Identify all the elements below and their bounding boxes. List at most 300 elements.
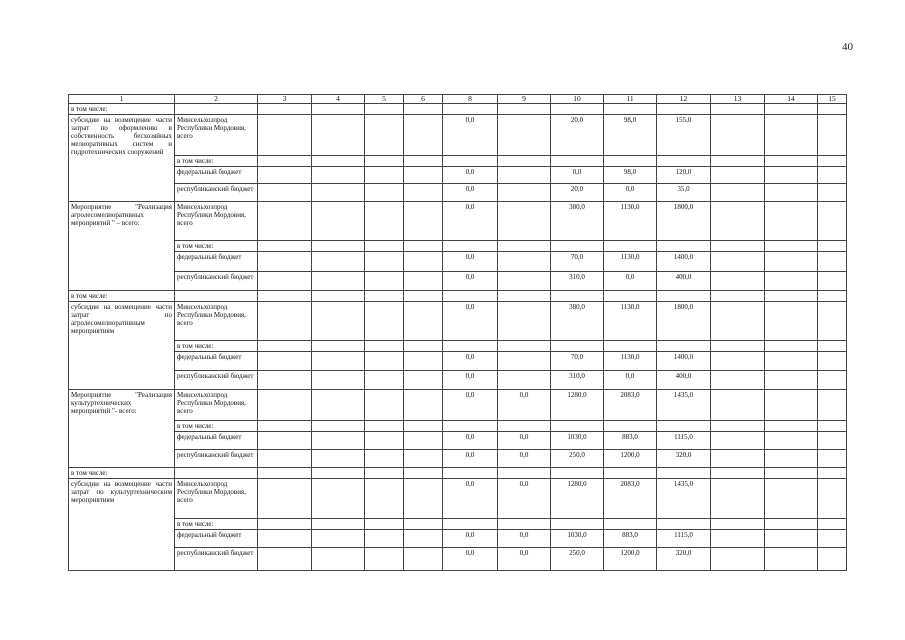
empty-cell xyxy=(551,468,604,479)
empty-cell xyxy=(365,450,404,468)
value-cell: 1200,0 xyxy=(604,450,657,468)
empty-cell xyxy=(604,241,657,252)
empty-cell xyxy=(604,519,657,530)
empty-cell xyxy=(818,519,847,530)
in-that-number-label: в том числе: xyxy=(69,291,175,302)
empty-cell xyxy=(258,479,312,519)
empty-cell xyxy=(765,479,818,519)
empty-cell xyxy=(365,479,404,519)
empty-cell xyxy=(818,450,847,468)
empty-cell xyxy=(711,421,765,432)
in-that-number-row xyxy=(69,468,847,479)
empty-cell xyxy=(765,421,818,432)
empty-cell xyxy=(765,302,818,341)
value-cell: 1435,0 xyxy=(657,479,711,519)
empty-cell xyxy=(175,468,258,479)
empty-cell xyxy=(765,272,818,291)
column-header: 10 xyxy=(551,95,604,104)
empty-cell xyxy=(604,468,657,479)
empty-cell xyxy=(258,519,312,530)
empty-cell xyxy=(818,352,847,371)
empty-cell xyxy=(498,421,551,432)
empty-cell xyxy=(404,421,443,432)
recipient-cell: Минсельхозпрод Республики Мордовия, всего xyxy=(175,479,258,519)
value-cell: 2083,0 xyxy=(604,390,657,421)
value-cell xyxy=(498,115,551,156)
empty-cell xyxy=(258,156,312,167)
empty-cell xyxy=(404,352,443,371)
empty-cell xyxy=(765,252,818,272)
value-cell: 380,0 xyxy=(551,302,604,341)
empty-cell xyxy=(258,548,312,571)
empty-cell xyxy=(443,241,498,252)
column-header: 8 xyxy=(443,95,498,104)
empty-cell xyxy=(365,341,404,352)
empty-cell xyxy=(765,352,818,371)
empty-cell xyxy=(258,450,312,468)
value-cell: 1130,0 xyxy=(604,302,657,341)
empty-cell xyxy=(498,156,551,167)
empty-cell xyxy=(404,156,443,167)
value-cell: 0,0 xyxy=(498,548,551,571)
empty-cell xyxy=(498,104,551,115)
in-that-number-label: в том числе: xyxy=(69,468,175,479)
in-that-number-row xyxy=(69,291,847,302)
empty-cell xyxy=(365,468,404,479)
empty-cell xyxy=(312,252,365,272)
empty-cell xyxy=(258,352,312,371)
value-cell: 2083,0 xyxy=(604,479,657,519)
table-row xyxy=(69,302,847,341)
page-number: 40 xyxy=(842,41,853,53)
recipient-cell: федеральный бюджет xyxy=(175,252,258,272)
value-cell: 20,0 xyxy=(551,184,604,202)
empty-cell xyxy=(498,241,551,252)
value-cell: 0,0 xyxy=(443,184,498,202)
empty-cell xyxy=(551,156,604,167)
empty-cell xyxy=(312,167,365,184)
value-cell: 0,0 xyxy=(443,115,498,156)
value-cell: 0,0 xyxy=(443,202,498,241)
empty-cell xyxy=(365,302,404,341)
value-cell: 0,0 xyxy=(551,167,604,184)
value-cell: 20,0 xyxy=(551,115,604,156)
empty-cell xyxy=(258,421,312,432)
value-cell: 35,0 xyxy=(657,184,711,202)
empty-cell xyxy=(404,450,443,468)
empty-cell xyxy=(711,302,765,341)
measure-label: субсидии на возмещение части затрат по культуртехническим мероприятиям xyxy=(69,479,175,571)
value-cell: 0,0 xyxy=(443,371,498,390)
empty-cell xyxy=(711,548,765,571)
empty-cell xyxy=(404,115,443,156)
empty-cell xyxy=(365,421,404,432)
empty-cell xyxy=(711,479,765,519)
empty-cell xyxy=(312,530,365,548)
empty-cell xyxy=(175,104,258,115)
value-cell: 0,0 xyxy=(498,530,551,548)
empty-cell xyxy=(657,156,711,167)
empty-cell xyxy=(365,115,404,156)
empty-cell xyxy=(604,291,657,302)
column-header: 4 xyxy=(312,95,365,104)
value-cell xyxy=(498,352,551,371)
header-row xyxy=(69,95,847,104)
value-cell xyxy=(498,302,551,341)
value-cell: 1030,0 xyxy=(551,530,604,548)
recipient-cell: Минсельхозпрод Республики Мордовия, всего xyxy=(175,390,258,421)
empty-cell xyxy=(657,241,711,252)
column-header: 12 xyxy=(657,95,711,104)
empty-cell xyxy=(711,115,765,156)
empty-cell xyxy=(258,184,312,202)
empty-cell xyxy=(404,184,443,202)
empty-cell xyxy=(312,156,365,167)
empty-cell xyxy=(258,432,312,450)
in-that-number-label: в том числе: xyxy=(175,156,258,167)
empty-cell xyxy=(312,184,365,202)
empty-cell xyxy=(404,291,443,302)
empty-cell xyxy=(765,104,818,115)
in-that-number-label: в том числе: xyxy=(175,421,258,432)
empty-cell xyxy=(365,371,404,390)
empty-cell xyxy=(312,479,365,519)
empty-cell xyxy=(765,341,818,352)
value-cell: 0,0 xyxy=(443,272,498,291)
recipient-cell: федеральный бюджет xyxy=(175,352,258,371)
empty-cell xyxy=(258,302,312,341)
empty-cell xyxy=(765,167,818,184)
value-cell: 0,0 xyxy=(604,272,657,291)
column-header: 14 xyxy=(765,95,818,104)
value-cell: 320,0 xyxy=(657,450,711,468)
empty-cell xyxy=(711,241,765,252)
value-cell: 1800,0 xyxy=(657,202,711,241)
empty-cell xyxy=(711,352,765,371)
empty-cell xyxy=(818,291,847,302)
empty-cell xyxy=(365,252,404,272)
column-header: 5 xyxy=(365,95,404,104)
empty-cell xyxy=(657,468,711,479)
value-cell xyxy=(498,184,551,202)
empty-cell xyxy=(818,548,847,571)
empty-cell xyxy=(404,202,443,241)
table-row xyxy=(69,432,847,450)
empty-cell xyxy=(312,241,365,252)
recipient-cell: республиканский бюджет xyxy=(175,371,258,390)
empty-cell xyxy=(818,390,847,421)
value-cell: 1200,0 xyxy=(604,548,657,571)
table-row xyxy=(69,530,847,548)
recipient-cell: Минсельхозпрод Республики Мордовия, всего xyxy=(175,115,258,156)
value-cell: 310,0 xyxy=(551,272,604,291)
empty-cell xyxy=(404,302,443,341)
value-cell: 0,0 xyxy=(443,252,498,272)
recipient-cell: республиканский бюджет xyxy=(175,548,258,571)
table-row xyxy=(69,167,847,184)
empty-cell xyxy=(312,302,365,341)
empty-cell xyxy=(551,341,604,352)
recipient-cell: федеральный бюджет xyxy=(175,167,258,184)
empty-cell xyxy=(711,272,765,291)
empty-cell xyxy=(498,291,551,302)
value-cell: 120,0 xyxy=(657,167,711,184)
column-header: 11 xyxy=(604,95,657,104)
empty-cell xyxy=(404,530,443,548)
column-header: 6 xyxy=(404,95,443,104)
empty-cell xyxy=(765,390,818,421)
empty-cell xyxy=(818,468,847,479)
empty-cell xyxy=(365,184,404,202)
empty-cell xyxy=(818,156,847,167)
empty-cell xyxy=(604,421,657,432)
sub-header-row xyxy=(69,341,847,352)
empty-cell xyxy=(365,167,404,184)
value-cell: 1115,0 xyxy=(657,530,711,548)
empty-cell xyxy=(258,390,312,421)
value-cell: 1280,0 xyxy=(551,479,604,519)
empty-cell xyxy=(711,184,765,202)
sub-header-row xyxy=(69,156,847,167)
empty-cell xyxy=(657,519,711,530)
empty-cell xyxy=(312,291,365,302)
value-cell: 70,0 xyxy=(551,352,604,371)
empty-cell xyxy=(258,241,312,252)
empty-cell xyxy=(711,156,765,167)
empty-cell xyxy=(765,519,818,530)
value-cell: 1435,0 xyxy=(657,390,711,421)
empty-cell xyxy=(818,184,847,202)
value-cell: 98,0 xyxy=(604,167,657,184)
empty-cell xyxy=(765,450,818,468)
table-row xyxy=(69,390,847,421)
empty-cell xyxy=(711,371,765,390)
empty-cell xyxy=(551,241,604,252)
empty-cell xyxy=(711,530,765,548)
empty-cell xyxy=(365,390,404,421)
empty-cell xyxy=(404,432,443,450)
recipient-cell: Минсельхозпрод Республики Мордовия, всего xyxy=(175,302,258,341)
empty-cell xyxy=(312,519,365,530)
empty-cell xyxy=(312,390,365,421)
empty-cell xyxy=(551,291,604,302)
value-cell xyxy=(498,167,551,184)
empty-cell xyxy=(404,479,443,519)
value-cell: 883,0 xyxy=(604,432,657,450)
empty-cell xyxy=(818,302,847,341)
empty-cell xyxy=(258,272,312,291)
value-cell: 1030,0 xyxy=(551,432,604,450)
empty-cell xyxy=(818,104,847,115)
empty-cell xyxy=(551,421,604,432)
value-cell: 1115,0 xyxy=(657,432,711,450)
value-cell: 1130,0 xyxy=(604,352,657,371)
empty-cell xyxy=(404,272,443,291)
value-cell: 0,0 xyxy=(604,371,657,390)
empty-cell xyxy=(312,468,365,479)
empty-cell xyxy=(365,519,404,530)
column-header: 13 xyxy=(711,95,765,104)
empty-cell xyxy=(711,252,765,272)
empty-cell xyxy=(711,432,765,450)
empty-cell xyxy=(312,371,365,390)
value-cell: 1400,0 xyxy=(657,352,711,371)
value-cell: 0,0 xyxy=(443,479,498,519)
empty-cell xyxy=(498,341,551,352)
empty-cell xyxy=(765,468,818,479)
empty-cell xyxy=(657,291,711,302)
value-cell: 98,0 xyxy=(604,115,657,156)
empty-cell xyxy=(404,390,443,421)
value-cell: 1130,0 xyxy=(604,202,657,241)
value-cell: 0,0 xyxy=(604,184,657,202)
empty-cell xyxy=(657,341,711,352)
value-cell: 1800,0 xyxy=(657,302,711,341)
value-cell: 0,0 xyxy=(443,548,498,571)
value-cell: 320,0 xyxy=(657,548,711,571)
empty-cell xyxy=(365,104,404,115)
empty-cell xyxy=(765,371,818,390)
empty-cell xyxy=(818,241,847,252)
value-cell: 0,0 xyxy=(443,450,498,468)
value-cell: 400,0 xyxy=(657,272,711,291)
value-cell: 380,0 xyxy=(551,202,604,241)
empty-cell xyxy=(604,341,657,352)
empty-cell xyxy=(258,371,312,390)
empty-cell xyxy=(258,115,312,156)
sub-header-row xyxy=(69,421,847,432)
value-cell: 0,0 xyxy=(443,302,498,341)
in-that-number-label: в том числе: xyxy=(175,341,258,352)
empty-cell xyxy=(604,156,657,167)
value-cell: 883,0 xyxy=(604,530,657,548)
empty-cell xyxy=(258,104,312,115)
empty-cell xyxy=(765,156,818,167)
empty-cell xyxy=(711,450,765,468)
empty-cell xyxy=(551,104,604,115)
empty-cell xyxy=(711,167,765,184)
empty-cell xyxy=(404,371,443,390)
in-that-number-row xyxy=(69,104,847,115)
empty-cell xyxy=(312,352,365,371)
empty-cell xyxy=(312,341,365,352)
empty-cell xyxy=(765,291,818,302)
column-header: 15 xyxy=(818,95,847,104)
table-row xyxy=(69,450,847,468)
value-cell: 250,0 xyxy=(551,548,604,571)
empty-cell xyxy=(404,341,443,352)
value-cell: 0,0 xyxy=(443,432,498,450)
empty-cell xyxy=(818,530,847,548)
empty-cell xyxy=(443,156,498,167)
empty-cell xyxy=(443,421,498,432)
empty-cell xyxy=(657,104,711,115)
empty-cell xyxy=(365,291,404,302)
empty-cell xyxy=(443,341,498,352)
empty-cell xyxy=(312,104,365,115)
empty-cell xyxy=(404,167,443,184)
table-row xyxy=(69,202,847,241)
empty-cell xyxy=(818,341,847,352)
value-cell: 0,0 xyxy=(498,479,551,519)
table-row xyxy=(69,548,847,571)
empty-cell xyxy=(258,291,312,302)
table-row xyxy=(69,272,847,291)
empty-cell xyxy=(312,432,365,450)
empty-cell xyxy=(765,432,818,450)
table-row xyxy=(69,115,847,156)
column-header: 1 xyxy=(69,95,175,104)
empty-cell xyxy=(365,202,404,241)
in-that-number-label: в том числе: xyxy=(175,519,258,530)
value-cell: 0,0 xyxy=(498,390,551,421)
empty-cell xyxy=(765,241,818,252)
table-row xyxy=(69,252,847,272)
value-cell: 70,0 xyxy=(551,252,604,272)
budget-table xyxy=(68,94,847,571)
empty-cell xyxy=(365,352,404,371)
value-cell: 0,0 xyxy=(498,450,551,468)
recipient-cell: республиканский бюджет xyxy=(175,184,258,202)
empty-cell xyxy=(765,115,818,156)
value-cell: 0,0 xyxy=(443,390,498,421)
empty-cell xyxy=(818,479,847,519)
empty-cell xyxy=(711,104,765,115)
empty-cell xyxy=(258,341,312,352)
recipient-cell: Минсельхозпрод Республики Мордовия, всего xyxy=(175,202,258,241)
empty-cell xyxy=(404,548,443,571)
empty-cell xyxy=(443,519,498,530)
empty-cell xyxy=(404,104,443,115)
empty-cell xyxy=(711,390,765,421)
empty-cell xyxy=(443,468,498,479)
empty-cell xyxy=(818,432,847,450)
empty-cell xyxy=(765,530,818,548)
value-cell: 0,0 xyxy=(443,530,498,548)
measure-label: субсидии на возмещение части затрат по агролесомелиоративным мероприятиям xyxy=(69,302,175,390)
table-body xyxy=(69,95,847,571)
empty-cell xyxy=(404,252,443,272)
column-header: 2 xyxy=(175,95,258,104)
value-cell: 1400,0 xyxy=(657,252,711,272)
empty-cell xyxy=(711,202,765,241)
empty-cell xyxy=(551,519,604,530)
empty-cell xyxy=(818,115,847,156)
in-that-number-label: в том числе: xyxy=(69,104,175,115)
empty-cell xyxy=(765,202,818,241)
value-cell: 155,0 xyxy=(657,115,711,156)
empty-cell xyxy=(365,156,404,167)
empty-cell xyxy=(312,272,365,291)
empty-cell xyxy=(657,421,711,432)
value-cell xyxy=(498,272,551,291)
recipient-cell: республиканский бюджет xyxy=(175,450,258,468)
empty-cell xyxy=(818,371,847,390)
empty-cell xyxy=(711,291,765,302)
empty-cell xyxy=(443,291,498,302)
empty-cell xyxy=(818,202,847,241)
value-cell: 0,0 xyxy=(443,352,498,371)
value-cell: 0,0 xyxy=(443,167,498,184)
empty-cell xyxy=(312,202,365,241)
empty-cell xyxy=(765,548,818,571)
value-cell: 250,0 xyxy=(551,450,604,468)
empty-cell xyxy=(711,468,765,479)
empty-cell xyxy=(818,167,847,184)
table-row xyxy=(69,479,847,519)
empty-cell xyxy=(765,184,818,202)
empty-cell xyxy=(312,421,365,432)
